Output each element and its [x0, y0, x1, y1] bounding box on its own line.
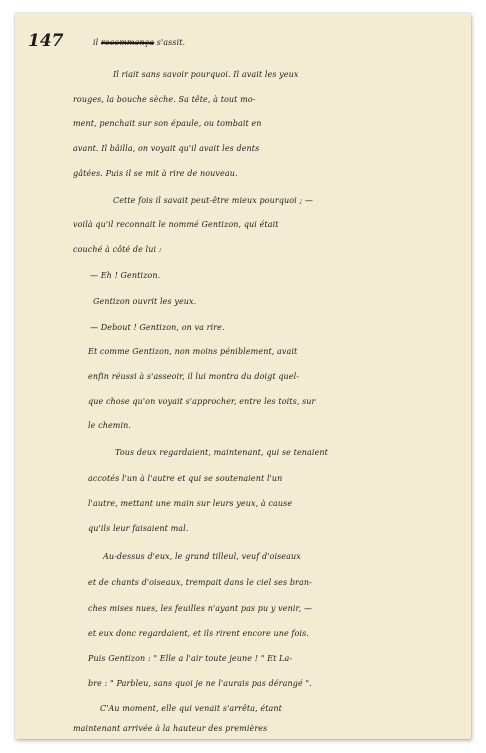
manuscript-line-8: voilà qu'il reconnait le nommé Gentizon, qui était [73, 220, 279, 229]
manuscript-line-4: ment, penchait sur son épaule, ou tombait en [73, 119, 262, 128]
manuscript-line-25: Puis Gentizon : " Elle a l'air toute jeune ! " Et La- [88, 654, 293, 663]
manuscript-line-19: l'autre, mettant une main sur leurs yeux, à cause [88, 499, 293, 508]
manuscript-line-24: et eux donc regardaient, et ils rirent encore une fois. [88, 629, 309, 638]
manuscript-line-3: rouges, la bouche sèche. Sa tête, à tout mo- [73, 95, 256, 104]
manuscript-line-9: couché à côté de lui : [73, 245, 162, 254]
folio-number: 147 [28, 31, 64, 51]
manuscript-line-21: Au-dessus d'eux, le grand tilleul, veuf d'oiseaux [103, 552, 301, 561]
manuscript-line-14: enfin réussi à s'asseoir, il lui montra du doigt quel- [88, 372, 300, 381]
manuscript-line-20: qu'ils leur faisaient mal. [88, 524, 189, 533]
manuscript-line-13: Et comme Gentizon, non moins péniblement, avait [88, 347, 298, 356]
manuscript-line-11: Gentizon ouvrit les yeux. [93, 297, 197, 306]
manuscript-line-23: ches mises nues, les feuilles n'ayant pas pu y venir, — [88, 604, 312, 613]
line-1-end: s'assit. [156, 38, 186, 47]
manuscript-line-6: gâtées. Puis il se mit à rire de nouveau. [73, 169, 238, 178]
manuscript-line-5: avant. Il bâilla, on voyait qu'il avait les dents [73, 144, 260, 153]
manuscript-page [15, 13, 471, 739]
manuscript-line-22: et de chants d'oiseaux, trempait dans le ciel ses bran- [88, 578, 312, 587]
manuscript-line-12: — Debout ! Gentizon, on va rire. [90, 323, 225, 332]
manuscript-line-1 [93, 35, 471, 51]
manuscript-line-16: le chemin. [88, 421, 132, 430]
manuscript-line-2: Il riait sans savoir pourquoi. Il avait les yeux [113, 70, 299, 79]
manuscript-line-18: accotés l'un à l'autre et qui se soutenaient l'un [88, 474, 283, 483]
struck-word: recommença [100, 38, 155, 47]
manuscript-line-28: maintenant arrivée à la hauteur des premières [73, 724, 268, 733]
line-1-start: il [93, 38, 101, 47]
manuscript-line-27: C'Au moment, elle qui venait s'arrêta, étant [100, 704, 282, 713]
manuscript-line-7: Cette fois il savait peut-être mieux pourquoi ; — [113, 196, 313, 205]
manuscript-line-15: que chose qu'on voyait s'approcher, entre les toits, sur [88, 397, 316, 406]
manuscript-line-10: — Eh ! Gentizon. [90, 271, 161, 280]
manuscript-line-17: Tous deux regardaient, maintenant, qui se tenaient [115, 448, 328, 457]
manuscript-line-26: bre : " Parbleu, sans quoi je ne l'aurais pas dérangé ". [88, 679, 312, 688]
